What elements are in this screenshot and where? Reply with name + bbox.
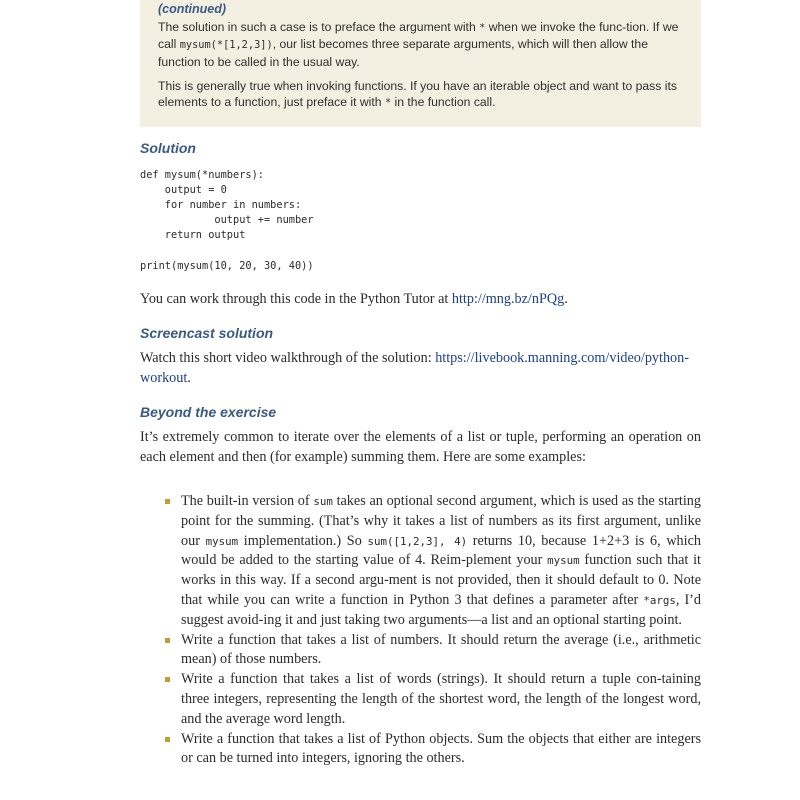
screencast-paragraph: Watch this short video walkthrough of the solution: https://livebook.manning.com/video/python-workout.: [140, 350, 689, 386]
solution-code-block: def mysum(*numbers): output = 0 for number in numbers: output += number return output print(mysum(10, 20, 30, 40)): [140, 169, 314, 272]
exercise-list: [140, 492, 701, 769]
bullet-square-icon: [165, 499, 170, 504]
beyond-intro: It’s extremely common to iterate over the elements of a list or tuple, performing an operation on each element and then (for example) summing them. Here are some examples:: [140, 429, 701, 465]
note-paragraph-1: The solution in such a case is to preface the argument with * when we invoke the func-tion. If we call mysum(*[1,2,3]), our list becomes three separate arguments, which will then allow the function to be called in the usual way.: [158, 20, 679, 69]
sidebar-note: [140, 0, 701, 127]
list-item: Write a function that takes a list of numbers. It should return the average (i.e., arithmetic mean) of those numbers.: [140, 631, 701, 671]
bullet-square-icon: [165, 638, 170, 643]
bullet-square-icon: [165, 677, 170, 682]
beyond-heading: Beyond the exercise: [140, 404, 277, 420]
screencast-link[interactable]: https://livebook.manning.com/video/python-workout: [140, 350, 689, 386]
bullet-square-icon: [165, 737, 170, 742]
solution-heading: Solution: [140, 140, 196, 156]
note-paragraph-2: This is generally true when invoking functions. If you have an iterable object and want to pass its elements to a function, just preface it with * in the function call.: [158, 78, 677, 110]
list-item: Write a function that takes a list of words (strings). It should return a tuple con-taining three integers, representing the length of the shortest word, the length of the longest word, and the average word length.: [140, 670, 701, 729]
inline-code: mysum(*[1,2,3]): [179, 39, 273, 52]
screencast-heading: Screencast solution: [140, 325, 274, 341]
note-title: (continued): [158, 2, 227, 16]
list-item: The built-in version of sum takes an optional second argument, which is used as the starting point for the summing. (That’s why it takes a list of numbers as its first argument, unlike our mysum implementation.) So sum([1,2,3], 4) returns 10, because 1+2+3 is 6, which would be added to the starting value of 4. Reim-plement your mysum function such that it works in this way. If a second argu-ment is not provided, then it should default to 0. Note that while you can write a function in Python 3 that defines a parameter after *args, I’d suggest avoid-ing it and just taking two arguments—a list and an optional starting point.: [140, 492, 701, 631]
python-tutor-link[interactable]: http://mng.bz/nPQg: [451, 291, 565, 307]
python-tutor-paragraph: You can work through this code in the Python Tutor at http://mng.bz/nPQg.: [140, 291, 568, 307]
list-item: Write a function that takes a list of Python objects. Sum the objects that either are integers or can be turned into integers, ignoring the others.: [140, 730, 701, 770]
